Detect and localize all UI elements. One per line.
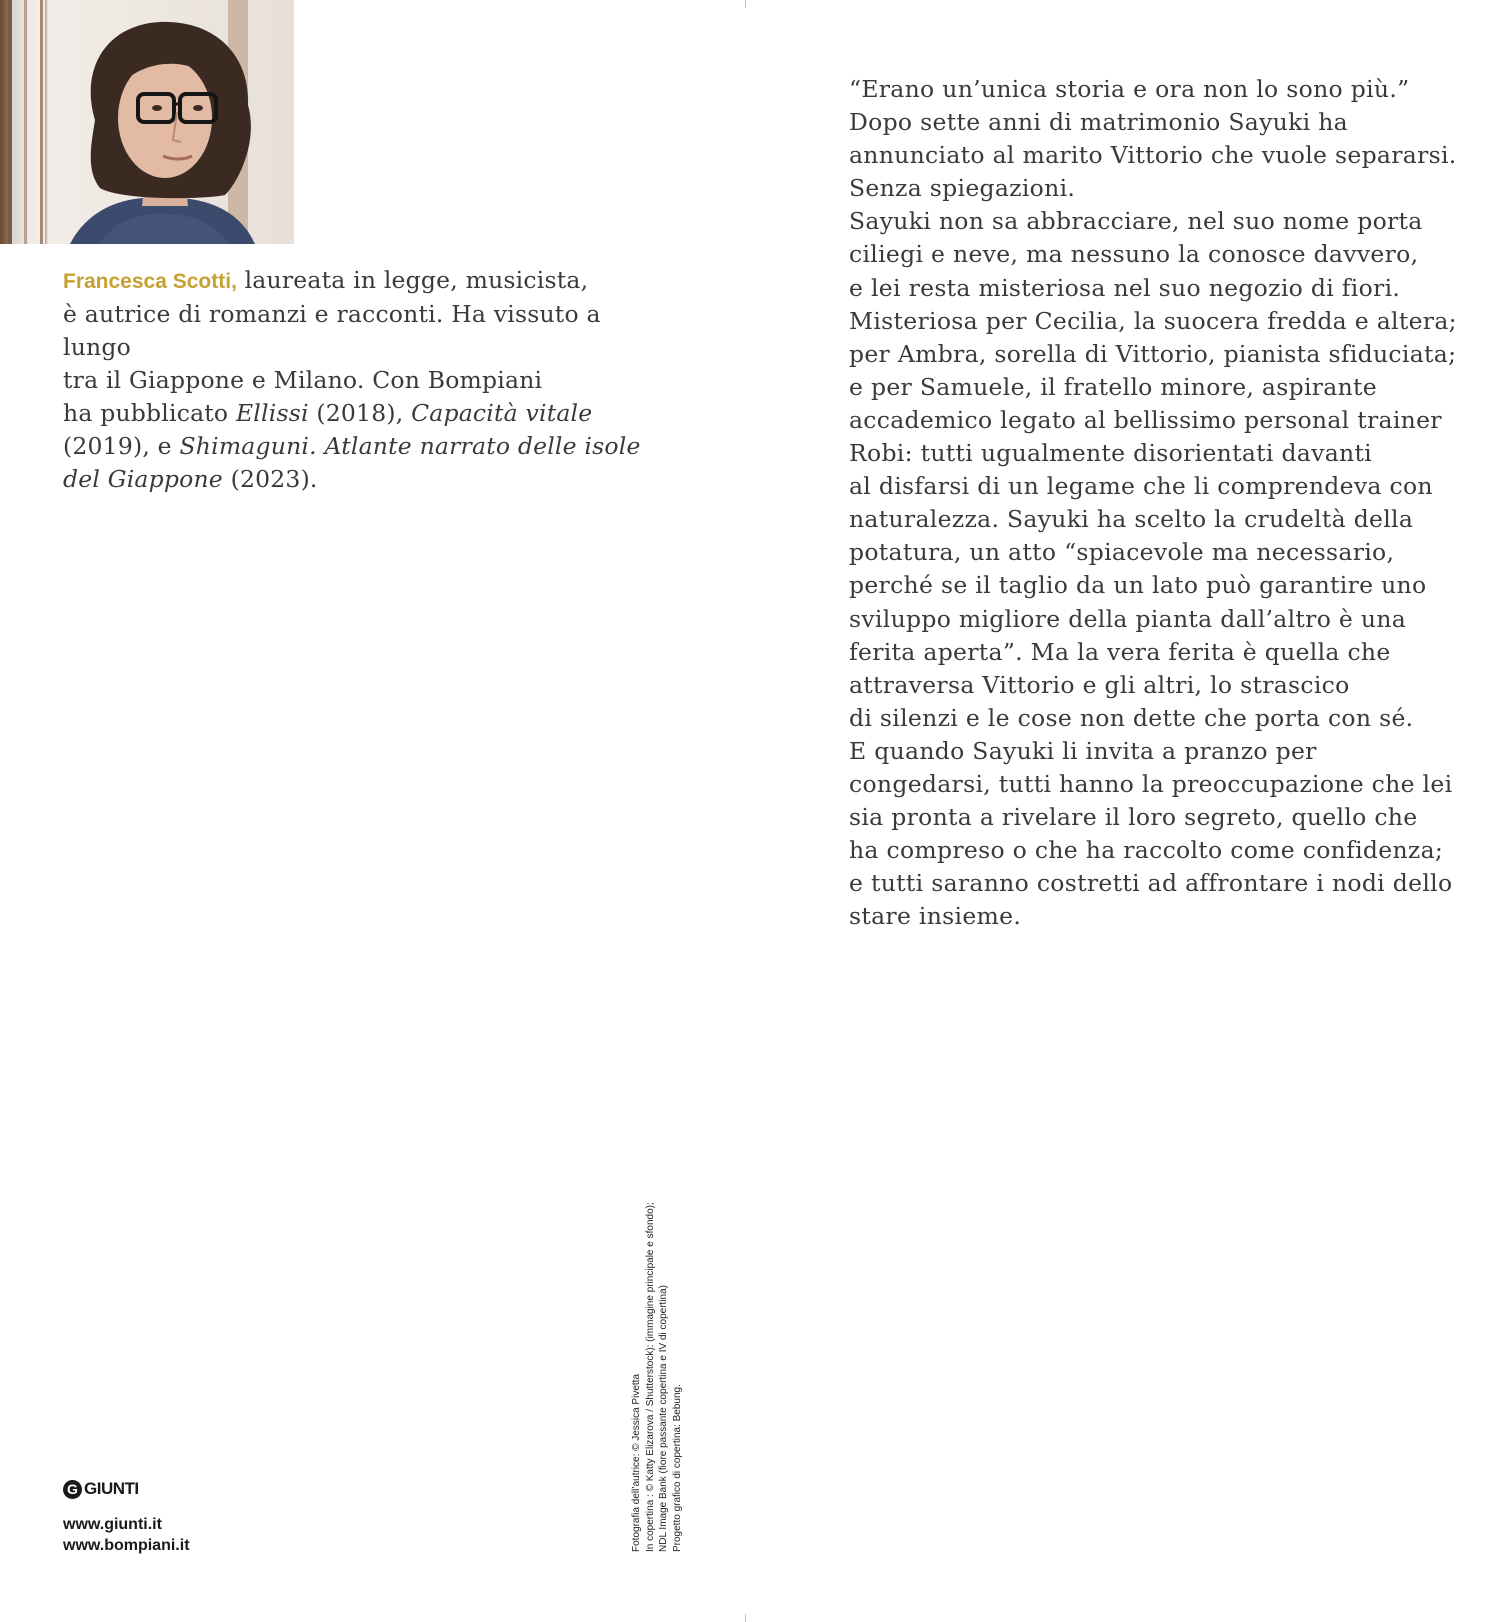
synopsis-line: ferita aperta”. Ma la vera ferita è quella che [849,637,1391,666]
synopsis-line: Misteriosa per Cecilia, la suocera fredda e altera; [849,306,1457,335]
publisher-block [63,1476,190,1556]
synopsis-line: attraversa Vittorio e gli altri, lo strascico [849,670,1350,699]
giunti-logo-text: GIUNTI [84,1479,139,1498]
synopsis-line: potatura, un atto “spiacevole ma necessario, [849,538,1395,567]
fold-mark-bottom [745,1614,746,1622]
bompiani-link[interactable]: www.bompiani.it [63,1537,190,1554]
book-title: Ellissi [235,399,309,427]
bio-line [63,264,663,298]
publisher-links [63,1514,190,1556]
synopsis-line: sviluppo migliore della pianta dall’altro è una [849,604,1407,633]
synopsis-line: ciliegi e neve, ma nessuno la conosce davvero, [849,240,1419,269]
credit-line: NDL Image Bank (fiore passante copertina e IV di copertina) [658,1285,669,1552]
synopsis-line: Senza spiegazioni. [849,174,1076,203]
image-credits [630,1202,684,1552]
synopsis-line: Robi: tutti ugualmente disorientati davanti [849,439,1373,468]
synopsis-line: e tutti saranno costretti ad affrontare i nodi dello [849,869,1453,898]
author-bio [63,264,663,496]
synopsis-line: naturalezza. Sayuki ha scelto la crudeltà della [849,505,1414,534]
synopsis-line: congedarsi, tutti hanno la preoccupazione che lei [849,769,1453,798]
synopsis-line: annunciato al marito Vittorio che vuole separarsi. [849,141,1457,170]
synopsis-line: stare insieme. [849,902,1022,931]
giunti-logo-icon: G [63,1480,82,1499]
credit-line: Progetto grafico di copertina: Bebung. [671,1384,683,1552]
synopsis [849,73,1457,933]
book-title: Shimaguni. Atlante narrato delle isole [179,432,641,460]
synopsis-line: sia pronta a rivelare il loro segreto, quello che [849,803,1418,832]
bio-line [63,463,663,496]
synopsis-line: e lei resta misteriosa nel suo negozio di fiori. [849,273,1401,302]
bio-text: (2018), [308,399,412,427]
synopsis-line: Dopo sette anni di matrimonio Sayuki ha [849,108,1348,137]
fold-mark-top [745,0,746,8]
synopsis-line: “Erano un’unica storia e ora non lo sono più.” [849,75,1410,103]
synopsis-line: ha compreso o che ha raccolto come confidenza; [849,836,1444,865]
credit-line: Fotografia dell’autrice: © Jessica Pivetta [631,1373,642,1552]
book-title: del Giappone [63,465,223,493]
synopsis-line: e per Samuele, il fratello minore, aspirante [849,372,1377,401]
giunti-logo [63,1476,190,1502]
author-portrait-icon [0,0,294,244]
bio-line: tra il Giappone e Milano. Con Bompiani [63,366,543,394]
synopsis-line: al disfarsi di un legame che li comprendeva con [849,472,1433,501]
synopsis-line: E quando Sayuki li invita a pranzo per [849,736,1317,765]
synopsis-line: accademico legato al bellissimo personal trainer [849,405,1442,434]
giunti-link[interactable]: www.giunti.it [63,1516,162,1533]
synopsis-line: perché se il taglio da un lato può garantire uno [849,571,1427,600]
bio-line [63,430,663,463]
synopsis-line: Sayuki non sa abbracciare, nel suo nome porta [849,207,1423,236]
bio-text: (2019), e [63,432,180,460]
bio-text: ha pubblicato [63,399,236,427]
bio-text: laureata in legge, musicista, [236,266,589,294]
bio-text: (2023). [222,465,318,493]
book-title: Capacità vitale [411,399,593,427]
synopsis-line: di silenzi e le cose non dette che porta con sé. [849,703,1414,732]
synopsis-line: per Ambra, sorella di Vittorio, pianista sfiduciata; [849,339,1457,368]
bio-line [63,397,663,430]
credit-line: In copertina : © Katty Elizarova / Shutterstock): (immagine principale e sfondo); [644,1202,656,1552]
author-photo [0,0,294,244]
bio-line: è autrice di romanzi e racconti. Ha vissuto a lungo [63,300,601,361]
author-name: Francesca Scotti, [63,270,237,293]
